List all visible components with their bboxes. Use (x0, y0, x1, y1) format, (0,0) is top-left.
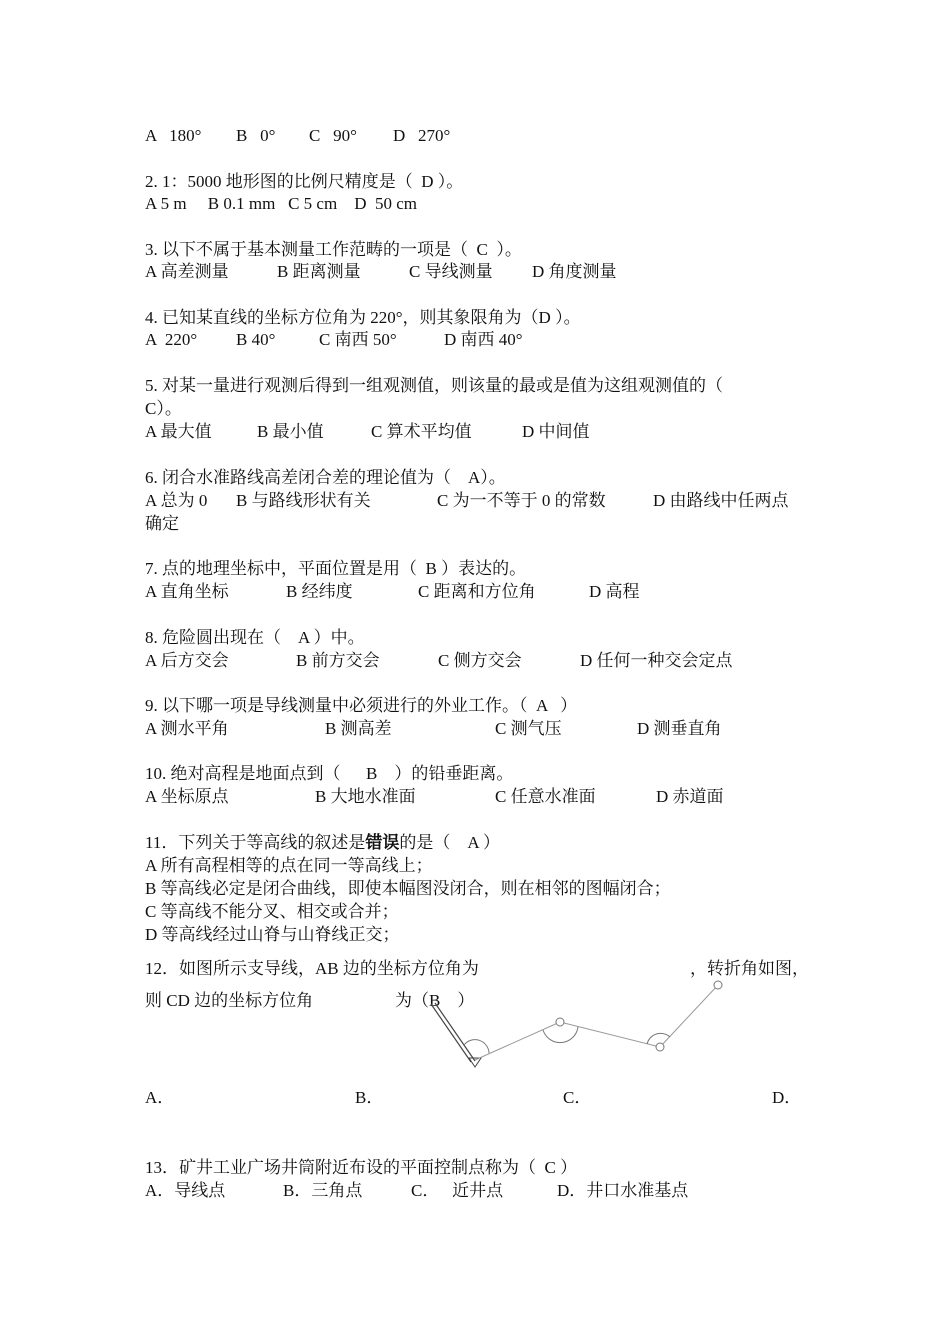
q6-options (0, 490, 950, 512)
q11-stem (145, 832, 500, 854)
q11-option-b: B 等高线必定是闭合曲线，即使本幅图没闭合，则在相邻的图幅闭合； (145, 879, 671, 898)
q5-option-d: D 中间值 (522, 422, 590, 441)
q7-option-a: A 直角坐标 (145, 582, 229, 601)
q8-option-d: D 任何一种交会定点 (580, 651, 733, 670)
q12-option-a: A． (145, 1088, 175, 1107)
q2-options: A 5 m B 0.1 mm C 5 cm D 50 cm (145, 194, 417, 213)
q6-stem: 6. 闭合水准路线高差闭合差的理论值为（ A）。 (145, 468, 506, 487)
q4-option-d: D 南西 40° (444, 330, 523, 349)
q10-stem: 10. 绝对高程是地面点到（ B ）的铅垂距离。 (145, 764, 514, 783)
q3-option-a: A 高差测量 (145, 262, 229, 281)
traverse-ab-line-1 (435, 1003, 475, 1061)
q9-option-b: B 测高差 (325, 719, 392, 738)
q2-stem: 2. 1：5000 地形图的比例尺精度是（ D ）。 (145, 172, 464, 191)
q13-option-a: A．导线点 (145, 1181, 226, 1200)
q4-options (0, 329, 950, 351)
traverse-point-e (714, 981, 722, 989)
q11-option-c: C 等高线不能分叉、相交或合并； (145, 902, 399, 921)
q9-stem: 9. 以下哪一项是导线测量中必须进行的外业工作。（ A ） (145, 696, 578, 715)
q1-option-d: D 270° (393, 126, 451, 145)
q4-option-c: C 南西 50° (319, 330, 397, 349)
q6-option-c: C 为一不等于 0 的常数 (437, 491, 606, 510)
q10-option-a: A 坐标原点 (145, 787, 229, 806)
q8-option-a: A 后方交会 (145, 651, 229, 670)
q10-option-c: C 任意水准面 (495, 787, 596, 806)
traverse-angle-arc-c (543, 1027, 578, 1043)
q13-option-b: B．三角点 (283, 1181, 363, 1200)
q7-options (0, 581, 950, 603)
q12-stem-part3: 则 CD 边的坐标方位角 (145, 991, 314, 1010)
traverse-bc-line (475, 1022, 560, 1060)
q5-option-c: C 算术平均值 (371, 422, 472, 441)
traverse-de-line (660, 985, 718, 1047)
q7-option-d: D 高程 (589, 582, 640, 601)
q1-option-b: B 0° (236, 126, 276, 145)
q6-option-b: B 与路线形状有关 (236, 491, 371, 510)
traverse-ab-line-2 (431, 1004, 471, 1062)
q8-options (0, 650, 950, 672)
q9-option-a: A 测水平角 (145, 719, 229, 738)
q8-option-c: C 侧方交会 (438, 651, 522, 670)
q7-stem: 7. 点的地理坐标中，平面位置是用（ B ）表达的。 (145, 559, 527, 578)
q10-option-b: B 大地水准面 (315, 787, 416, 806)
q3-option-c: C 导线测量 (409, 262, 493, 281)
q12-stem-part1: 12．如图所示支导线，AB 边的坐标方位角为 (145, 959, 479, 978)
q5-options (0, 421, 950, 443)
q11-option-a: A 所有高程相等的点在同一等高线上； (145, 856, 433, 875)
q12-option-c: C． (563, 1088, 592, 1107)
q12-option-b: B． (355, 1088, 384, 1107)
traverse-triangle-mark (469, 1058, 481, 1067)
q4-option-a: A 220° (145, 330, 198, 349)
traverse-point-c (556, 1018, 564, 1026)
q8-stem: 8. 危险圆出现在（ A ）中。 (145, 628, 365, 647)
q12-stem-part2: ，转折角如图， (690, 959, 809, 978)
q11-option-d: D 等高线经过山脊与山脊线正交； (145, 925, 400, 944)
q1-option-c: C 90° (309, 126, 357, 145)
q4-stem: 4. 已知某直线的坐标方位角为 220°，则其象限角为（D ）。 (145, 308, 581, 327)
q9-option-c: C 测气压 (495, 719, 562, 738)
q3-options (0, 261, 950, 283)
q13-option-d: D．井口水准基点 (557, 1181, 689, 1200)
traverse-figure (430, 975, 730, 1075)
q1-option-a: A 180° (145, 126, 202, 145)
q12-options (0, 1087, 950, 1109)
q5-stem: 5. 对某一量进行观测后得到一组观测值，则该量的最或是值为这组观测值的（ (145, 376, 723, 395)
q6-option-d-continued: 确定 (145, 514, 179, 533)
q8-option-b: B 前方交会 (296, 651, 380, 670)
q3-option-d: D 角度测量 (532, 262, 617, 281)
q7-option-c: C 距离和方位角 (418, 582, 536, 601)
q6-option-d: D 由路线中任两点 (653, 491, 789, 510)
traverse-point-d (656, 1043, 664, 1051)
q9-options (0, 718, 950, 740)
q3-stem: 3. 以下不属于基本测量工作范畴的一项是（ C ）。 (145, 240, 522, 259)
q11-stem-emphasis: 错误 (365, 833, 400, 852)
q13-options (0, 1180, 950, 1202)
q5-option-b: B 最小值 (257, 422, 324, 441)
traverse-angle-arc-d (647, 1033, 670, 1044)
q10-option-d: D 赤道面 (656, 787, 724, 806)
q1-options (0, 125, 950, 147)
q6-option-a: A 总为 0 (145, 491, 208, 510)
q9-option-d: D 测垂直角 (637, 719, 722, 738)
q11-stem-post: 的是（ A ） (399, 833, 500, 852)
q5-stem-continued: C）。 (145, 399, 182, 418)
q3-option-b: B 距离测量 (277, 262, 361, 281)
q12-option-d: D． (772, 1088, 802, 1107)
q12-stem-part4: 为（B ） (395, 991, 475, 1010)
q11-stem-pre: 11．下列关于等高线的叙述是 (145, 833, 366, 852)
q10-options (0, 786, 950, 808)
q13-option-c: C． 近井点 (411, 1181, 504, 1200)
q13-stem: 13．矿井工业广场井筒附近布设的平面控制点称为（ C ） (145, 1158, 578, 1177)
q7-option-b: B 经纬度 (286, 582, 353, 601)
q5-option-a: A 最大值 (145, 422, 212, 441)
q4-option-b: B 40° (236, 330, 276, 349)
